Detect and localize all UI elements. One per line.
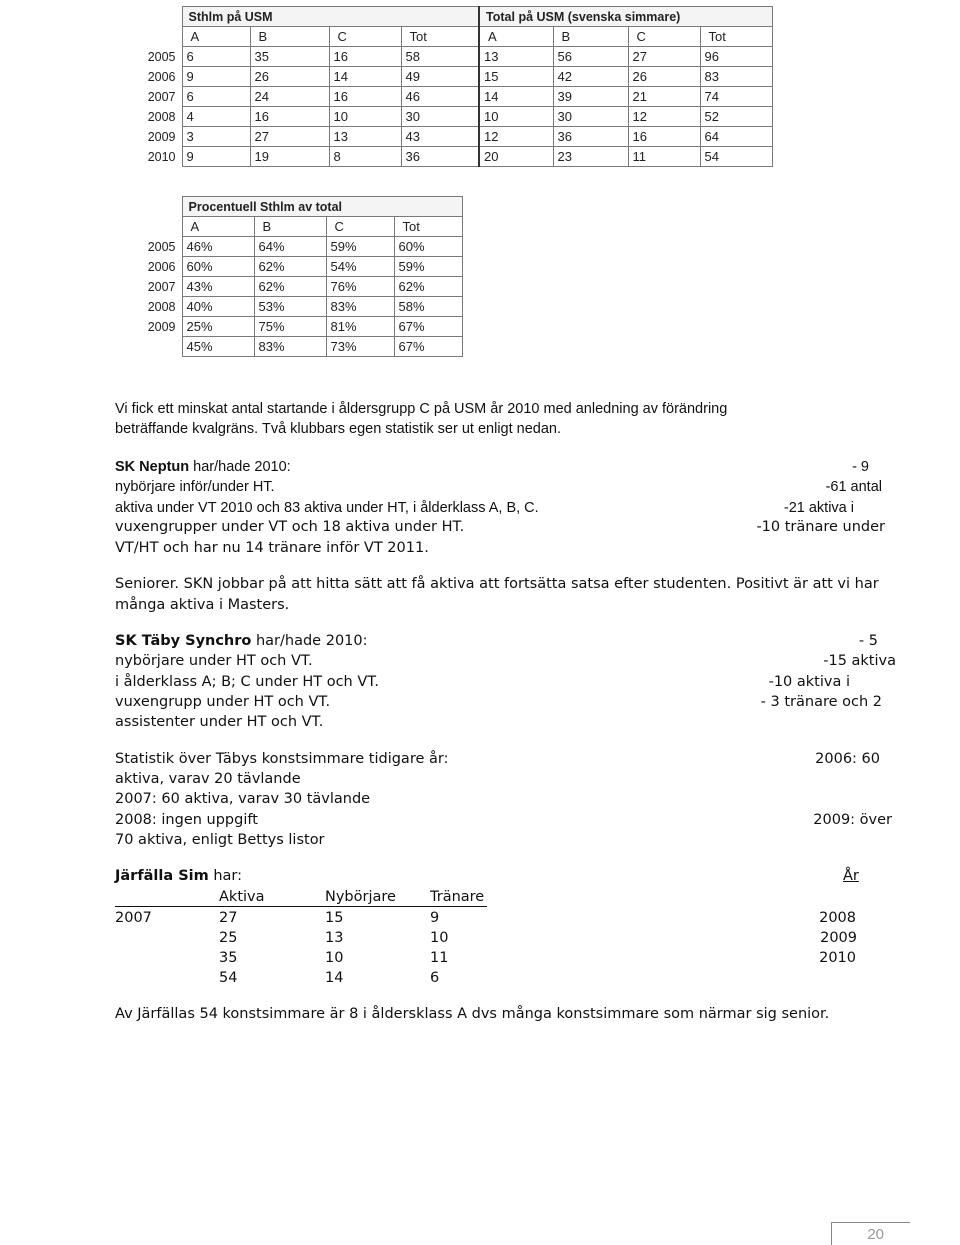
table-cell: 42 (553, 67, 628, 87)
table-cell: 6 (430, 970, 440, 986)
table-cell: 11 (628, 147, 700, 167)
table-cell: 23 (553, 147, 628, 167)
percentage-table (144, 196, 463, 357)
jarfalla-heading: Järfälla Sim har: (115, 868, 243, 884)
column-header: Tot (401, 27, 479, 47)
table-cell: 54% (326, 257, 394, 277)
table-cell: 83 (700, 67, 772, 87)
table-cell: 54 (700, 147, 772, 167)
table-cell: 64% (254, 237, 326, 257)
table-row (144, 147, 772, 167)
row-year: 2009 (147, 129, 176, 144)
table-cell: 59% (326, 237, 394, 257)
row-label: 2007 (115, 910, 152, 926)
table-cell: 25% (182, 317, 254, 337)
table-cell: 58 (401, 47, 479, 67)
table-cell: 76% (326, 277, 394, 297)
neptun-right: -21 aktiva i (783, 500, 854, 516)
table-cell: 75% (254, 317, 326, 337)
row-year: 2010 (819, 950, 856, 966)
column-header: B (250, 27, 329, 47)
year-header: År (843, 868, 859, 884)
page-number: 20 (867, 1226, 884, 1243)
table-cell: 27 (250, 127, 329, 147)
table-cell: 67% (394, 317, 462, 337)
table-row (144, 297, 462, 317)
table-row (144, 87, 772, 107)
table-row (144, 277, 462, 297)
column-header: B (254, 217, 326, 237)
table-cell: 10 (430, 930, 449, 946)
table-cell: 26 (628, 67, 700, 87)
jarfalla-note: Av Järfällas 54 konstsimmare är 8 i åldersklass A dvs många konstsimmare som närmar sig senior. (115, 1006, 830, 1022)
neptun-line: nybörjare inför/under HT. (115, 479, 279, 495)
column-header: A (182, 27, 250, 47)
taby-stats-right: 2009: över (813, 812, 892, 828)
table-cell: 83% (326, 297, 394, 317)
taby-line: assistenter under HT och VT. (115, 714, 324, 730)
row-year: 2006 (147, 69, 176, 84)
table-cell: 54 (219, 970, 238, 986)
table-cell: 56 (553, 47, 628, 67)
table-cell: 15 (479, 67, 553, 87)
table-cell: 27 (219, 910, 238, 926)
taby-stats-line: 2007: 60 aktiva, varav 30 tävlande (115, 791, 371, 807)
table-cell: 46% (182, 237, 254, 257)
table-cell: 67% (394, 337, 462, 357)
taby-stats-line: Statistik över Täbys konstsimmare tidigare år: (115, 751, 449, 767)
column-header: Nybörjare (325, 889, 396, 905)
row-year: 2006 (147, 259, 176, 274)
table-cell: 36 (401, 147, 479, 167)
table-header-row (144, 27, 772, 47)
club-name: Järfälla Sim (115, 868, 209, 884)
table-cell: 14 (325, 970, 344, 986)
neptun-right: -10 tränare under (756, 519, 885, 535)
table-cell: 59% (394, 257, 462, 277)
taby-right: - 5 (858, 633, 878, 649)
column-header: A (479, 27, 553, 47)
taby-stats-line: 70 aktiva, enligt Bettys listor (115, 832, 325, 848)
column-header: Aktiva (219, 889, 265, 905)
table-cell: 13 (325, 930, 344, 946)
table-cell: 16 (628, 127, 700, 147)
table-cell: 52 (700, 107, 772, 127)
taby-line: nybörjare under HT och VT. (115, 653, 313, 669)
taby-stats-right: 2006: 60 (815, 751, 880, 767)
table-cell: 64 (700, 127, 772, 147)
table-cell: 45% (182, 337, 254, 357)
row-year: 2007 (147, 89, 176, 104)
neptun-line: VT/HT och har nu 14 tränare inför VT 2011. (115, 540, 429, 556)
table-cell: 60% (182, 257, 254, 277)
usm-statistics-table (144, 6, 773, 167)
table-cell: 12 (479, 127, 553, 147)
intro-line: beträffande kvalgräns. Två klubbars egen statistik ser ut enligt nedan. (115, 421, 562, 437)
table-cell: 62% (254, 277, 326, 297)
taby-line: i ålderklass A; B; C under HT och VT. (115, 674, 380, 690)
table-row (144, 127, 772, 147)
club-name: SK Neptun (115, 459, 190, 475)
table-cell: 19 (250, 147, 329, 167)
table-cell: 26 (250, 67, 329, 87)
table-cell: 35 (219, 950, 238, 966)
column-header: C (326, 217, 394, 237)
row-year: 2010 (147, 149, 176, 164)
row-year: 2007 (147, 279, 176, 294)
table-cell: 40% (182, 297, 254, 317)
table-cell: 62% (254, 257, 326, 277)
table-cell: 24 (250, 87, 329, 107)
table-header-row (144, 217, 462, 237)
row-year: 2005 (147, 49, 176, 64)
page-number-box (831, 1222, 910, 1245)
group-header-sthlm: Sthlm på USM (182, 7, 479, 27)
table-cell: 14 (329, 67, 401, 87)
neptun-line: aktiva under VT 2010 och 83 aktiva under HT, i ålderklass A, B, C. (115, 500, 539, 516)
table-cell: 25 (219, 930, 238, 946)
table-cell: 96 (700, 47, 772, 67)
table-row (144, 67, 772, 87)
taby-right: -10 aktiva i (768, 674, 850, 690)
column-header: C (628, 27, 700, 47)
row-year: 2005 (147, 239, 176, 254)
table-cell: 4 (182, 107, 250, 127)
table-cell: 21 (628, 87, 700, 107)
table-row (144, 107, 772, 127)
group-header-percentage: Procentuell Sthlm av total (182, 197, 462, 217)
table-cell: 35 (250, 47, 329, 67)
taby-stats-line: aktiva, varav 20 tävlande (115, 771, 301, 787)
table-cell: 15 (325, 910, 344, 926)
taby-stats-line: 2008: ingen uppgift (115, 812, 258, 828)
column-header: C (329, 27, 401, 47)
table-cell: 16 (329, 87, 401, 107)
taby-right: -15 aktiva (823, 653, 896, 669)
row-year: 2009 (147, 319, 176, 334)
table-cell: 10 (479, 107, 553, 127)
table-cell: 6 (182, 47, 250, 67)
neptun-line: vuxengrupper under VT och 18 aktiva under HT. (115, 519, 465, 535)
group-header-total: Total på USM (svenska simmare) (479, 7, 772, 27)
table-cell: 46 (401, 87, 479, 107)
table-cell: 14 (479, 87, 553, 107)
table-row (144, 47, 772, 67)
table-cell: 16 (250, 107, 329, 127)
table-cell: 43 (401, 127, 479, 147)
table-cell: 60% (394, 237, 462, 257)
row-year: 2008 (819, 910, 856, 926)
neptun-right: -61 antal (825, 479, 882, 495)
row-year: 2009 (820, 930, 857, 946)
table-cell: 20 (479, 147, 553, 167)
club-name: SK Täby Synchro (115, 633, 252, 649)
table-row (144, 257, 462, 277)
table-cell: 49 (401, 67, 479, 87)
table-cell: 10 (329, 107, 401, 127)
table-cell: 8 (329, 147, 401, 167)
row-year (144, 337, 182, 357)
table-cell: 13 (479, 47, 553, 67)
table-cell: 58% (394, 297, 462, 317)
table-cell: 13 (329, 127, 401, 147)
table-cell: 27 (628, 47, 700, 67)
neptun-line: SK Neptun har/hade 2010: (115, 459, 291, 475)
seniorer-line: Seniorer. SKN jobbar på att hitta sätt att få aktiva att fortsätta satsa efter studenten. Positivt är att vi har (115, 576, 879, 592)
table-cell: 10 (325, 950, 344, 966)
table-cell: 62% (394, 277, 462, 297)
seniorer-line: många aktiva i Masters. (115, 597, 290, 613)
table-row (144, 337, 462, 357)
table-cell: 36 (553, 127, 628, 147)
taby-line: vuxengrupp under HT och VT. (115, 694, 331, 710)
column-header: Tränare (430, 889, 485, 905)
table-cell: 53% (254, 297, 326, 317)
table-cell: 9 (182, 147, 250, 167)
table-cell: 11 (430, 950, 449, 966)
column-header: B (553, 27, 628, 47)
row-year: 2008 (147, 109, 176, 124)
table-cell: 74 (700, 87, 772, 107)
table-cell: 30 (553, 107, 628, 127)
table-cell: 83% (254, 337, 326, 357)
row-year: 2008 (147, 299, 176, 314)
neptun-right: - 9 (852, 459, 869, 475)
table-cell: 3 (182, 127, 250, 147)
table-cell: 9 (430, 910, 440, 926)
table-cell: 6 (182, 87, 250, 107)
taby-right: - 3 tränare och 2 (760, 694, 882, 710)
table-row (144, 317, 462, 337)
table-cell: 30 (401, 107, 479, 127)
table-cell: 81% (326, 317, 394, 337)
table-cell: 12 (628, 107, 700, 127)
table-row (144, 237, 462, 257)
column-header: Tot (394, 217, 462, 237)
intro-line: Vi fick ett minskat antal startande i åldersgrupp C på USM år 2010 med anledning av förändring (115, 401, 728, 417)
table-cell: 73% (326, 337, 394, 357)
taby-line: SK Täby Synchro har/hade 2010: (115, 633, 368, 649)
table-cell: 39 (553, 87, 628, 107)
column-header: Tot (700, 27, 772, 47)
table-cell: 16 (329, 47, 401, 67)
column-header: A (182, 217, 254, 237)
table-cell: 43% (182, 277, 254, 297)
table-cell: 9 (182, 67, 250, 87)
